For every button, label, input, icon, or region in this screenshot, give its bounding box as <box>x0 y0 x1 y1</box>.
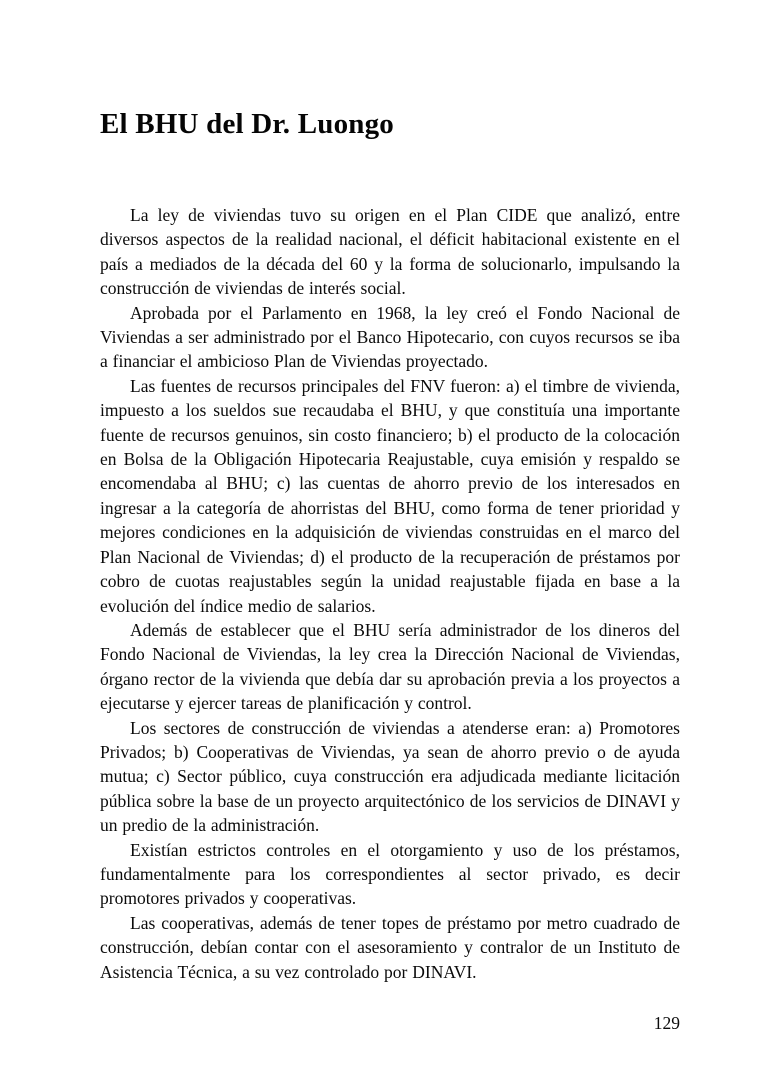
paragraph: Existían estrictos controles en el otorgamiento y uso de los préstamos, fundamentalmente para los correspondientes al sector privado, es decir promotores privados y cooperativas. <box>100 839 680 909</box>
paragraph: Además de establecer que el BHU sería administrador de los dineros del Fondo Nacional de Viviendas, la ley crea la Dirección Nacional de Viviendas, órgano rector de la vivienda que debía dar su aprobación previa a los proyectos a ejecutarse y ejercer tareas de planificación y control. <box>100 619 680 714</box>
paragraph: Los sectores de construcción de viviendas a atenderse eran: a) Promotores Privados; b) Cooperativas de Viviendas, ya sean de ahorro previo o de ayuda mutua; c) Sector público, cuya construcción era adjudicada mediante licitación pública sobre la base de un proyecto arquitectónico de los servicios de DINAVI y un predio de la administración. <box>100 717 680 836</box>
body-text <box>100 203 680 984</box>
paragraph: Las cooperativas, además de tener topes de préstamo por metro cuadrado de construcción, debían contar con el asesoramiento y contralor de un Instituto de Asistencia Técnica, a su vez controlado por DINAVI. <box>100 912 680 982</box>
paragraph: La ley de viviendas tuvo su origen en el Plan CIDE que analizó, entre diversos aspectos de la realidad nacional, el déficit habitacional existente en el país a mediados de la década del 60 y la forma de solucionarlo, impulsando la construcción de viviendas de interés social. <box>100 205 680 299</box>
paragraph: Las fuentes de recursos principales del FNV fueron: a) el timbre de vivienda, impuesto a los sueldos sue recaudaba el BHU, y que constituía una importante fuente de recursos genuinos, sin costo financiero; b) el producto de la colocación en Bolsa de la Obligación Hipotecaria Reajustable, cuya emisión y respaldo se encomendaba al BHU; c) las cuentas de ahorro previo de los interesados en ingresar a la categoría de ahorristas del BHU, como forma de tener prioridad y mejores condiciones en la adquisición de viviendas construidas en el marco del Plan Nacional de Viviendas; d) el producto de la recuperación de préstamos por cobro de cuotas reajustables según la unidad reajustable fijada en base a la evolución del índice medio de salarios. <box>100 375 680 616</box>
page-number: 129 <box>653 1013 680 1033</box>
chapter-title: El BHU del Dr. Luongo <box>100 108 395 140</box>
paragraph: Aprobada por el Parlamento en 1968, la ley creó el Fondo Nacional de Viviendas a ser administrado por el Banco Hipotecario, con cuyos recursos se iba a financiar el ambicioso Plan de Viviendas proyectado. <box>100 302 680 372</box>
